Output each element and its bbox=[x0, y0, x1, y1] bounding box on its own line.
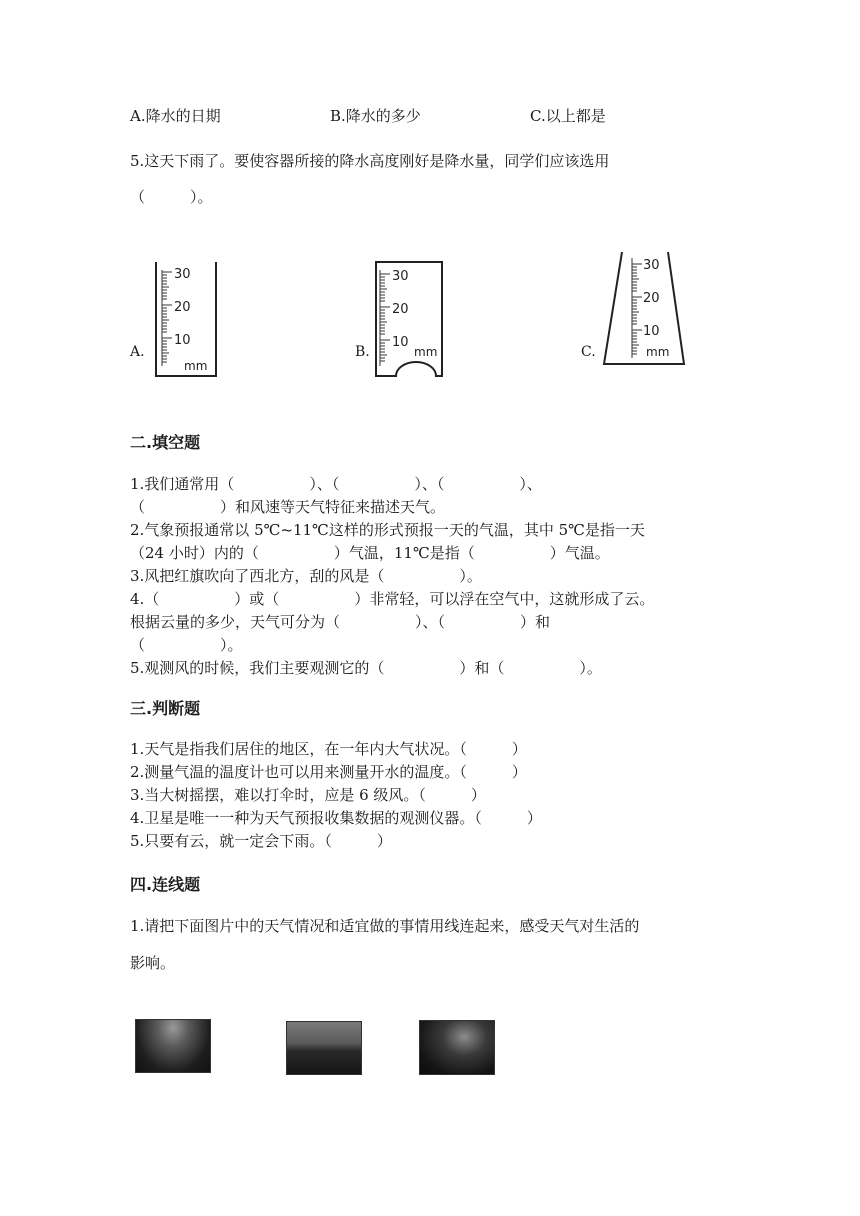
weather-photo-1 bbox=[135, 1019, 211, 1073]
judge-q5: 5.只要有云，就一定会下雨。（ ） bbox=[130, 832, 392, 850]
rain-gauge-cylinder bbox=[150, 258, 222, 382]
q5-label-b: B. bbox=[355, 344, 370, 360]
rain-gauge-curved-bottom bbox=[372, 258, 448, 382]
gauge-a-unit: mm bbox=[184, 359, 208, 373]
fill-q2-line1: 2.气象预报通常以 5℃~11℃这样的形式预报一天的气温，其中 5℃是指一天 bbox=[130, 521, 645, 539]
judge-q3: 3.当大树摇摆，难以打伞时，应是 6 级风。（ ） bbox=[130, 786, 486, 804]
match-q1-line2: 影响。 bbox=[130, 954, 176, 972]
section-3-title: 三.判断题 bbox=[130, 699, 201, 718]
section-2-title: 二.填空题 bbox=[130, 433, 201, 452]
q4-option-a: A.降水的日期 bbox=[130, 107, 221, 125]
q4-option-c: C.以上都是 bbox=[530, 107, 606, 125]
gauge-b-scale bbox=[380, 270, 390, 366]
fill-q3: 3.风把红旗吹向了西北方，刮的风是（ ）。 bbox=[130, 567, 482, 585]
fill-q4-line3: （ ）。 bbox=[130, 636, 243, 654]
gauge-a-tick-10: 10 bbox=[174, 333, 191, 348]
weather-photo-2 bbox=[286, 1021, 362, 1075]
gauge-a-tick-20: 20 bbox=[174, 300, 191, 315]
q5-question-line2: （ ）。 bbox=[130, 188, 213, 206]
gauge-a-tick-30: 30 bbox=[174, 267, 191, 282]
gauge-a-scale bbox=[162, 270, 172, 366]
rain-gauge-tapered bbox=[600, 248, 692, 374]
fill-q4-line1: 4.（ ）或（ ）非常轻，可以浮在空气中，这就形成了云。 bbox=[130, 590, 655, 608]
gauge-c-scale bbox=[632, 258, 642, 358]
q4-option-b: B.降水的多少 bbox=[330, 107, 421, 125]
gauge-b-tick-10: 10 bbox=[392, 335, 409, 350]
fill-q2-line2: （24 小时）内的（ ）气温，11℃是指（ ）气温。 bbox=[130, 544, 610, 562]
match-q1-line1: 1.请把下面图片中的天气情况和适宜做的事情用线连起来，感受天气对生活的 bbox=[130, 917, 640, 935]
gauge-b-unit: mm bbox=[414, 345, 438, 359]
q5-label-c: C. bbox=[581, 344, 596, 360]
fill-q5: 5.观测风的时候，我们主要观测它的（ ）和（ ）。 bbox=[130, 659, 602, 677]
q5-label-a: A. bbox=[130, 344, 145, 360]
fill-q4-line2: 根据云量的多少，天气可分为（ ）、（ ）和 bbox=[130, 613, 551, 631]
judge-q2: 2.测量气温的温度计也可以用来测量开水的温度。（ ） bbox=[130, 763, 527, 781]
fill-q1-line2: （ ）和风速等天气特征来描述天气。 bbox=[130, 498, 446, 516]
gauge-c-tick-10: 10 bbox=[643, 324, 660, 339]
fill-q1-line1: 1.我们通常用（ ）、（ ）、（ ）、 bbox=[130, 475, 542, 493]
q5-question-line1: 5.这天下雨了。要使容器所接的降水高度刚好是降水量，同学们应该选用 bbox=[130, 152, 610, 170]
gauge-c-tick-30: 30 bbox=[643, 258, 660, 273]
judge-q4: 4.卫星是唯一一种为天气预报收集数据的观测仪器。（ ） bbox=[130, 809, 542, 827]
gauge-c-unit: mm bbox=[646, 345, 670, 359]
judge-q1: 1.天气是指我们居住的地区，在一年内大气状况。（ ） bbox=[130, 740, 527, 758]
gauge-b-tick-30: 30 bbox=[392, 269, 409, 284]
gauge-b-tick-20: 20 bbox=[392, 302, 409, 317]
gauge-c-tick-20: 20 bbox=[643, 291, 660, 306]
weather-photo-3 bbox=[419, 1020, 495, 1075]
section-4-title: 四.连线题 bbox=[130, 875, 201, 894]
